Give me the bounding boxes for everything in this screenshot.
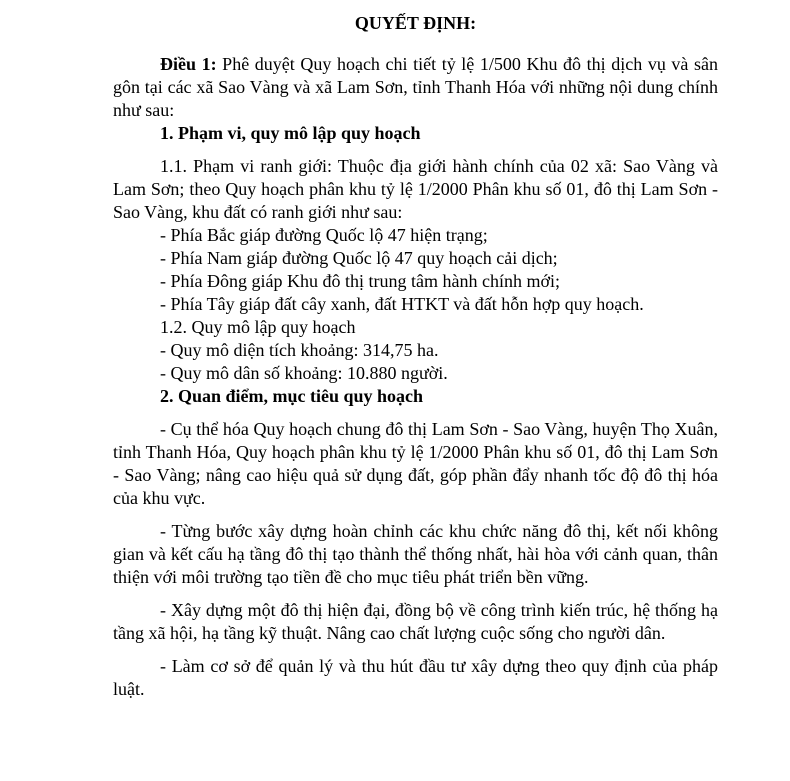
objective-item: - Từng bước xây dựng hoàn chỉnh các khu chức năng đô thị, kết nối không gian và kết cấu hạ tầng đô thị tạo thành thể thống nhất, hài hòa với cảnh quan, thân thiện với môi trường tạo tiền đề cho mục tiêu phát triển bền vững.: [113, 521, 718, 587]
objective-item: - Làm cơ sở để quản lý và thu hút đầu tư xây dựng theo quy định của pháp luật.: [113, 656, 718, 699]
border-north: - Phía Bắc giáp đường Quốc lộ 47 hiện trạng;: [160, 225, 488, 245]
scale-area: - Quy mô diện tích khoảng: 314,75 ha.: [160, 340, 439, 360]
section-1-1-paragraph: 1.1. Phạm vi ranh giới: Thuộc địa giới hành chính của 02 xã: Sao Vàng và Lam Sơn; theo Quy hoạch phân khu tỷ lệ 1/2000 Phân khu số 01, đô thị Lam Sơn - Sao Vàng, khu đất có ranh giới như sau:: [113, 156, 718, 222]
border-east: - Phía Đông giáp Khu đô thị trung tâm hành chính mới;: [160, 271, 560, 291]
document-page: [113, 12, 718, 701]
border-south: - Phía Nam giáp đường Quốc lộ 47 quy hoạch cải dịch;: [160, 248, 558, 268]
section-2-heading: 2. Quan điểm, mục tiêu quy hoạch: [160, 386, 424, 406]
section-1-heading: 1. Phạm vi, quy mô lập quy hoạch: [160, 123, 421, 143]
article-1-label: Điều 1:: [160, 54, 217, 74]
objective-item: - Xây dựng một đô thị hiện đại, đồng bộ về công trình kiến trúc, hệ thống hạ tầng xã hội, hạ tầng kỹ thuật. Nâng cao chất lượng cuộc sống cho người dân.: [113, 600, 718, 643]
document-title: QUYẾT ĐỊNH:: [354, 13, 477, 33]
scale-population: - Quy mô dân số khoảng: 10.880 người.: [160, 363, 448, 383]
section-1-2-heading: 1.2. Quy mô lập quy hoạch: [160, 317, 356, 337]
border-west: - Phía Tây giáp đất cây xanh, đất HTKT và đất hỗn hợp quy hoạch.: [160, 294, 644, 314]
article-1-paragraph: [113, 53, 718, 122]
objective-item: - Cụ thể hóa Quy hoạch chung đô thị Lam Sơn - Sao Vàng, huyện Thọ Xuân, tỉnh Thanh Hóa, Quy hoạch phân khu tỷ lệ 1/2000 Phân khu số 01, đô thị Lam Sơn - Sao Vàng; nâng cao hiệu quả sử dụng đất, góp phần đẩy nhanh tốc độ đô thị hóa của khu vực.: [113, 419, 718, 508]
article-1-text: Phê duyệt Quy hoạch chi tiết tỷ lệ 1/500 Khu đô thị dịch vụ và sân gôn tại các xã Sao Vàng và xã Lam Sơn, tỉnh Thanh Hóa với những nội dung chính như sau:: [113, 54, 718, 120]
